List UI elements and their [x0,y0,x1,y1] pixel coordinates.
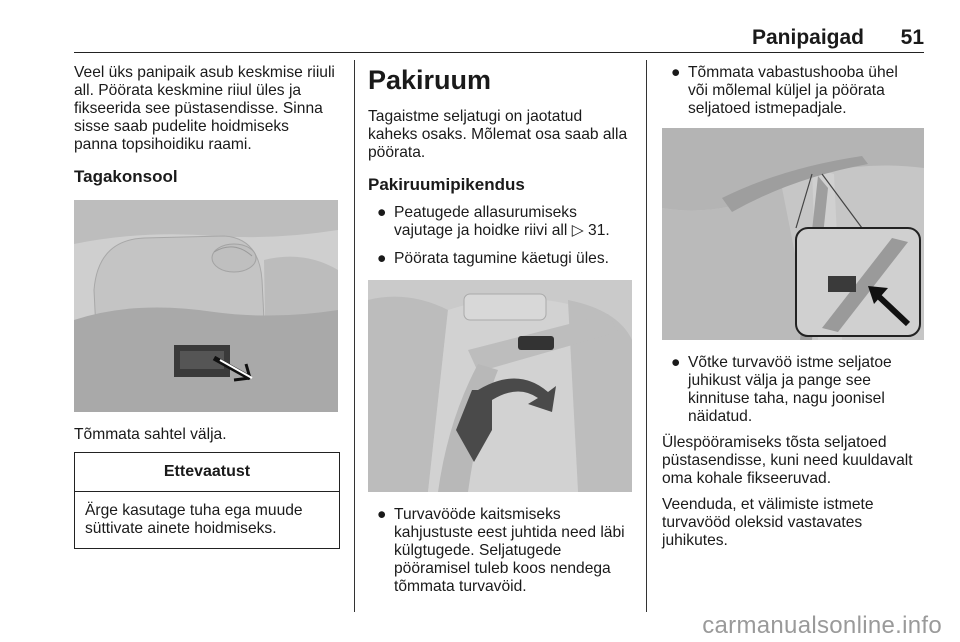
column-3 [662,64,926,550]
bullet-line: või mõlemal küljel ja pöörata [688,82,885,99]
bullet-line: näidatud. [688,408,753,425]
col3-para1-line: püstasendisse, kuni need kuuldavalt [662,452,913,469]
bullet-line: Tõmmata vabastushooba ühel [688,64,898,81]
bullet-line: seljatoed istmepadjale. [688,100,847,117]
armrest-image [368,280,632,492]
paragraph-upright [662,434,926,488]
bullet-line: külgtugede. Seljatugede [394,542,562,559]
col2-intro-line: pöörata. [368,144,426,161]
bullet-item [662,64,926,118]
seatbelt-guide-image [662,128,924,340]
bullet-icon: ● [377,250,387,267]
col3-para1-line: oma kohale fikseeruvad. [662,470,832,487]
bullet-line: Peatugede allasurumiseks [394,204,577,221]
rear-console-image [74,200,338,412]
armrest-illustration [368,280,632,492]
page-number: 51 [900,26,924,49]
col3-para2-line: juhikutes. [662,532,728,549]
column-divider-1 [354,60,355,612]
bullet-line: kinnituse taha, nagu joonisel [688,390,885,407]
bullet-icon: ● [671,64,681,81]
col3-para2-line: turvavööd oleksid vastavates [662,514,863,531]
col2-intro-line: kaheks osaks. Mõlemat osa saab alla [368,126,628,143]
bullet-line: kahjustuste eest juhtida need läbi [394,524,625,541]
header-rule [74,52,924,53]
caution-body [75,492,339,548]
heading-tagakonsool: Tagakonsool [74,167,178,186]
page-section-title: Panipaigad [751,26,864,49]
bullet-line: Võtke turvavöö istme seljatoe [688,354,892,371]
paragraph-seatbelts [662,496,926,550]
bullet-item [368,506,634,596]
col1-intro-line: sisse saab pudelite hoidmiseks [74,118,289,135]
caution-title: Ettevaatust [75,453,339,492]
caution-line: süttivate ainete hoidmiseks. [85,520,277,537]
bullet-item [368,204,634,240]
caption-tommata-sahtel: Tõmmata sahtel välja. [74,426,227,443]
bullet-icon: ● [671,354,681,371]
bullet-item [368,250,634,268]
col3-para2-line: Veenduda, et välimiste istmete [662,496,874,513]
bullet-line: Pöörata tagumine käetugi üles. [394,250,609,267]
rear-console-illustration [74,200,338,412]
caution-box [74,452,340,549]
bullet-line: tõmmata turvavöid. [394,578,527,595]
col3-para1-line: Ülespööramiseks tõsta seljatoed [662,434,887,451]
bullet-line: vajutage ja hoidke riivi all ▷ 31. [394,222,610,239]
bullet-line: pööramisel tuleb koos nendega [394,560,611,577]
col1-intro-line: all. Pöörata keskmine riiul üles ja [74,82,302,99]
page-header [74,26,924,54]
bullet-line: juhikust välja ja pange see [688,372,871,389]
seatbelt-guide-illustration [662,128,924,340]
column-2 [368,64,634,596]
bullet-item [662,354,926,426]
col1-intro-line: Veel üks panipaik asub keskmise riiuli [74,64,335,81]
heading-pakiruumipikendus: Pakiruumipikendus [368,175,525,194]
col2-intro-line: Tagaistme seljatugi on jaotatud [368,108,583,125]
bullet-line: Turvavööde kaitsmiseks [394,506,561,523]
caution-line: Ärge kasutage tuha ega muude [85,502,303,519]
column-1 [74,64,340,549]
bullet-icon: ● [377,506,387,523]
col1-intro-line: panna topsihoidiku raami. [74,136,252,153]
watermark-text: carmanualsonline.info [702,612,942,639]
section-title-pakiruum: Pakiruum [368,65,492,95]
bullet-icon: ● [377,204,387,221]
col1-intro-line: fikseerida see püstasendisse. Sinna [74,100,323,117]
column-divider-2 [646,60,647,612]
